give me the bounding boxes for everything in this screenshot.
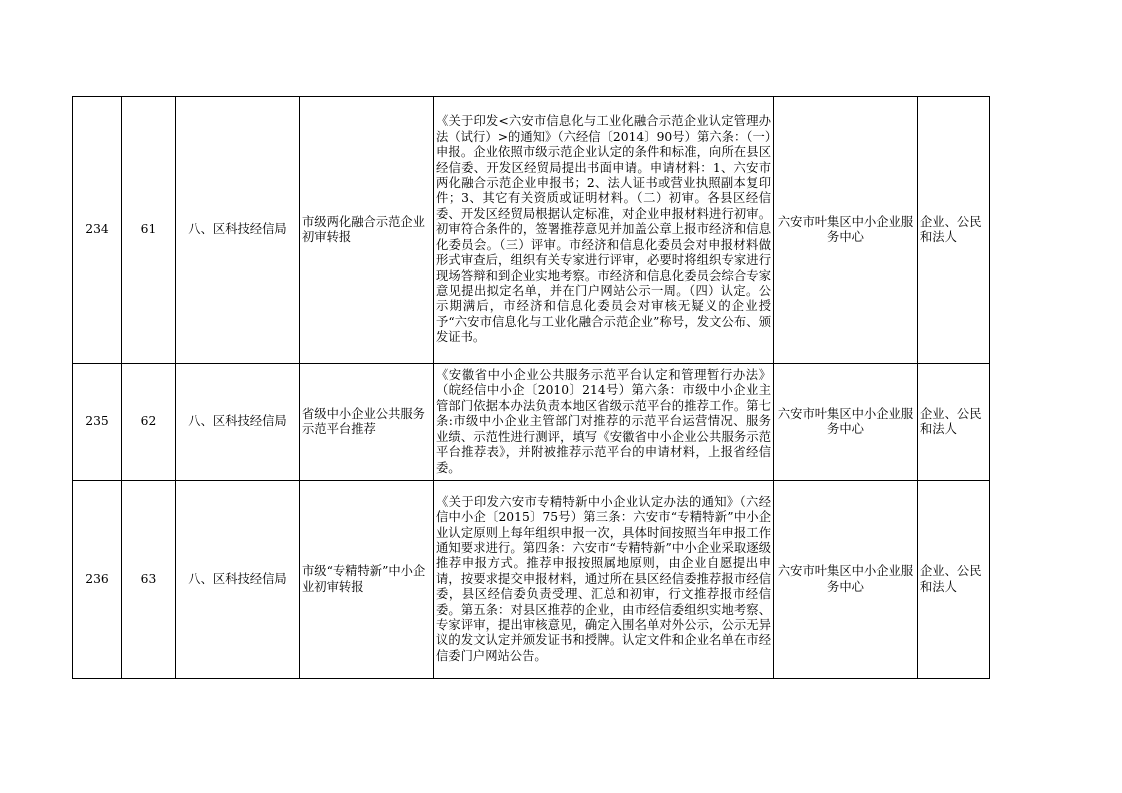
sub-number: 62	[122, 364, 176, 481]
sub-number: 63	[122, 481, 176, 679]
department-cell: 八、区科技经信局	[176, 97, 300, 364]
service-target-cell: 企业、公民和法人	[918, 364, 990, 481]
legal-basis-cell: 《安徽省中小企业公共服务示范平台认定和管理暂行办法》（皖经信中小企〔2010〕214号）第六条：市级中小企业主管部门依据本办法负责本地区省级示范平台的推荐工作。第七条:市级中小企业主管部门对推荐的示范平台运营情况、服务业绩、示范性进行测评，填写《安徽省中小企业公共服务示范平台推荐表》，并附被推荐示范平台的申请材料，上报省经信委。	[434, 364, 774, 481]
table-row	[73, 481, 990, 679]
legal-basis-cell: 《关于印发<六安市信息化与工业化融合示范企业认定管理办法（试行）>的通知》（六经信〔2014〕90号）第六条：（一）申报。企业依照市级示范企业认定的条件和标准，向所在县区经信委、开发区经贸局提出书面申请。申请材料：1、六安市两化融合示范企业申报书；2、法人证书或营业执照副本复印件；3、其它有关资质或证明材料。（二）初审。各县区经信委、开发区经贸局根据认定标准，对企业申报材料进行初审。初审符合条件的，签署推荐意见并加盖公章上报市经济和信息化委员会。（三）评审。市经济和信息化委员会对申报材料做形式审查后，组织有关专家进行评审，必要时将组织专家进行现场答辩和到企业实地考察。市经济和信息化委员会综合专家意见提出拟定名单，并在门户网站公示一周。（四）认定。公示期满后，市经济和信息化委员会对审核无疑义的企业授予“六安市信息化与工业化融合示范企业”称号，发文公布、颁发证书。	[434, 97, 774, 364]
implementing-unit-cell: 六安市叶集区中小企业服务中心	[774, 97, 918, 364]
item-name-cell: 市级两化融合示范企业初审转报	[300, 97, 434, 364]
row-number: 236	[73, 481, 122, 679]
department-cell: 八、区科技经信局	[176, 481, 300, 679]
matters-table	[72, 96, 990, 679]
implementing-unit-cell: 六安市叶集区中小企业服务中心	[774, 481, 918, 679]
item-name-cell: 市级“专精特新”中小企业初审转报	[300, 481, 434, 679]
department-cell: 八、区科技经信局	[176, 364, 300, 481]
legal-basis-cell: 《关于印发六安市专精特新中小企业认定办法的通知》（六经信中小企〔2015〕75号）第三条：六安市“专精特新”中小企业认定原则上每年组织申报一次，具体时间按照当年申报工作通知要求进行。第四条：六安市“专精特新”中小企业采取逐级推荐申报方式。推荐申报按照属地原则，由企业自愿提出申请，按要求提交申报材料，通过所在县区经信委推荐报市经信委，县区经信委负责受理、汇总和初审，行文推荐报市经信委。第五条：对县区推荐的企业，由市经信委组织实地考察、专家评审，提出审核意见，确定入围名单对外公示，公示无异议的发文认定并颁发证书和授牌。认定文件和企业名单在市经信委门户网站公告。	[434, 481, 774, 679]
table-row	[73, 364, 990, 481]
sub-number: 61	[122, 97, 176, 364]
implementing-unit-cell: 六安市叶集区中小企业服务中心	[774, 364, 918, 481]
row-number: 235	[73, 364, 122, 481]
item-name-cell: 省级中小企业公共服务示范平台推荐	[300, 364, 434, 481]
service-target-cell: 企业、公民和法人	[918, 97, 990, 364]
table-row	[73, 97, 990, 364]
service-target-cell: 企业、公民和法人	[918, 481, 990, 679]
row-number: 234	[73, 97, 122, 364]
